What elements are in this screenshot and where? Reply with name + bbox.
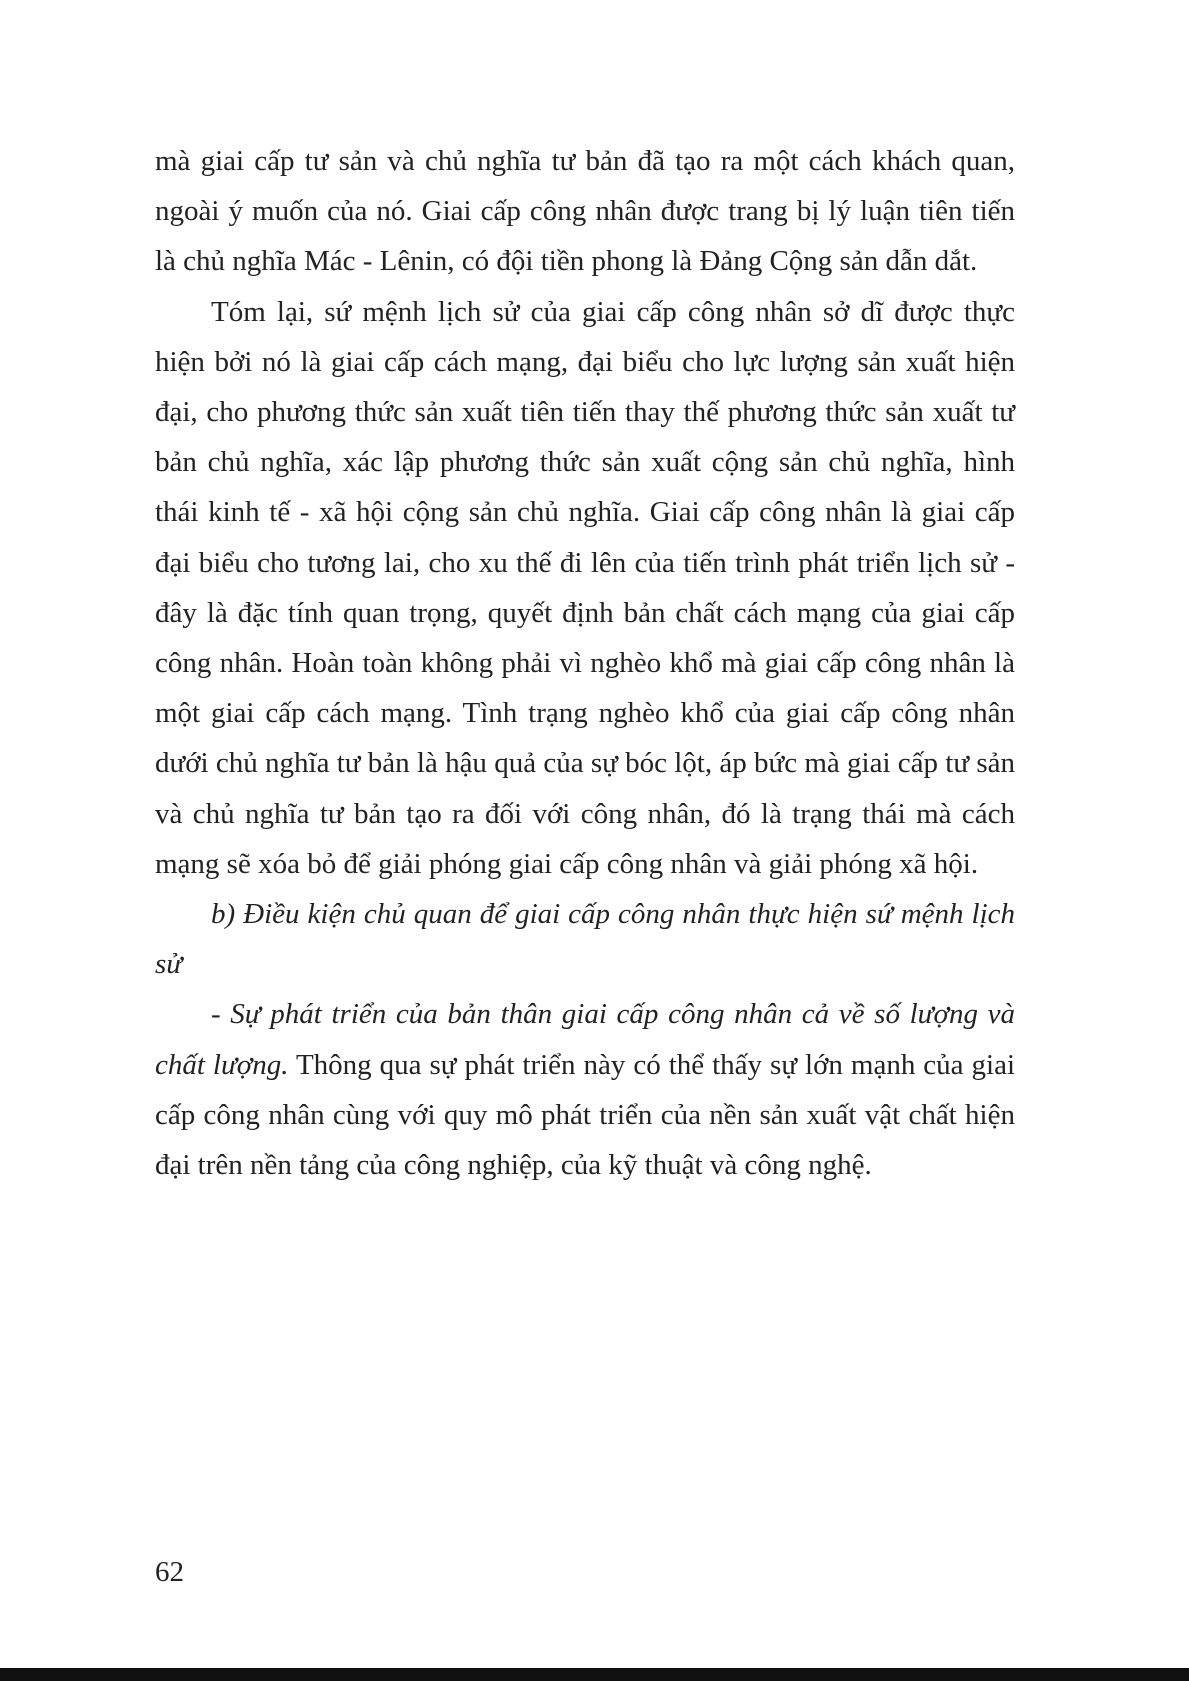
page-number: 62 — [155, 1556, 184, 1588]
paragraph-continuation: mà giai cấp tư sản và chủ nghĩa tư bản đã tạo ra một cách khách quan, ngoài ý muốn của nó. Giai cấp công nhân được trang bị lý luận tiên tiến là chủ nghĩa Mác - Lênin, có đội tiền phong là Đảng Cộng sản dẫn dắt. — [155, 145, 1015, 278]
scan-bottom-edge — [0, 1668, 1189, 1681]
paragraph-development-body: Thông qua sự phát triển này có thể thấy sự lớn mạnh của giai cấp công nhân cùng với quy mô phát triển của nền sản xuất vật chất hiện đại trên nền tảng của công nghiệp, của kỹ thuật và công nghệ. — [155, 1048, 1016, 1182]
paragraph-summary: Tóm lại, sứ mệnh lịch sử của giai cấp công nhân sở dĩ được thực hiện bởi nó là giai cấp cách mạng, đại biểu cho lực lượng sản xuất hiện đại, cho phương thức sản xuất tiên tiến thay thế phương thức sản xuất tư bản chủ nghĩa, xác lập phương thức sản xuất cộng sản chủ nghĩa, hình thái kinh tế - xã hội cộng sản chủ nghĩa. Giai cấp công nhân là giai cấp đại biểu cho tương lai, cho xu thế đi lên của tiến trình phát triển lịch sử - đây là đặc tính quan trọng, quyết định bản chất cách mạng của giai cấp công nhân. Hoàn toàn không phải vì nghèo khổ mà giai cấp công nhân là một giai cấp cách mạng. Tình trạng nghèo khổ của giai cấp công nhân dưới chủ nghĩa tư bản là hậu quả của sự bóc lột, áp bức mà giai cấp tư sản và chủ nghĩa tư bản tạo ra đối với công nhân, đó là trạng thái mà cách mạng sẽ xóa bỏ để giải phóng giai cấp công nhân và giải phóng xã hội. — [155, 295, 1015, 880]
paragraph-development — [155, 989, 1015, 1190]
body-text — [155, 136, 1015, 1190]
section-heading-b: b) Điều kiện chủ quan để giai cấp công nhân thực hiện sứ mệnh lịch sử — [155, 898, 1015, 981]
paragraph-development-lead: - Sự phát triển của bản thân giai cấp công nhân cả về số lượng và chất lượng. — [155, 998, 1015, 1081]
